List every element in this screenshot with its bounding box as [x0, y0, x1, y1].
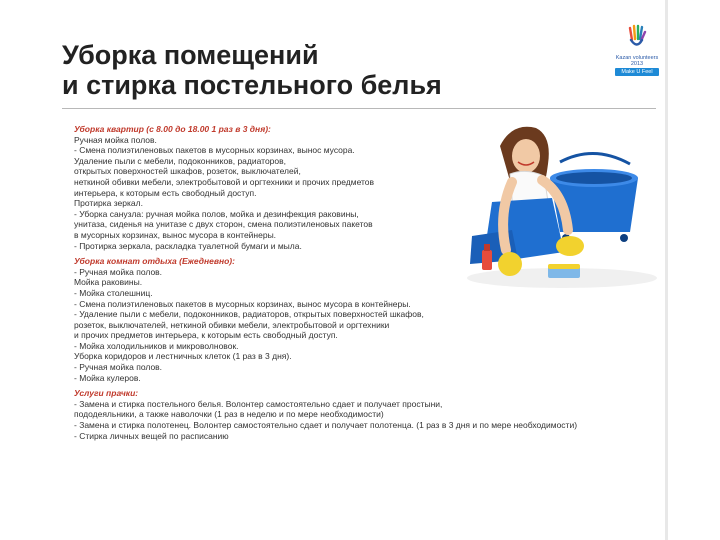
hand-logo-icon — [626, 24, 648, 50]
list-item: унитаза, сиденья на унитазе с двух сторон, смена полиэтиленовых пакетов — [74, 219, 373, 230]
list-item: - Замена и стирка постельного белья. Волонтер самостоятельно сдает и получает простыни, — [74, 398, 443, 409]
list-item: неткиной обивки мебели, электробытовой и оргтехники и прочих предметов — [74, 176, 375, 187]
logo-year: 2013 — [630, 61, 644, 67]
rest-rooms-list — [74, 267, 664, 384]
laundry-list — [74, 399, 664, 441]
logo-tagline: Make U Feel — [615, 68, 659, 76]
list-item: Уборка коридоров и лестничных клеток (1 раз в 3 дня). — [74, 351, 292, 362]
list-item: - Замена и стирка полотенец. Волонтер самостоятельно сдает и получает полотенца. (1 раз в 3 дня и по мере необходимости) — [74, 420, 578, 431]
kazan-volunteers-logo — [610, 24, 664, 80]
list-item: открытых поверхностей шкафов, розеток, выключателей, — [74, 166, 301, 177]
list-item: Удаление пыли с мебели, подоконников, радиаторов, — [74, 155, 287, 166]
list-item: - Мойка кулеров. — [74, 372, 141, 383]
list-item: - Стирка личных вещей по расписанию — [74, 430, 229, 441]
list-item: - Уборка санузла: ручная мойка полов, мойка и дезинфекция раковины, — [74, 208, 359, 219]
list-item: и прочих предметов интерьера, к которым есть свободный доступ. — [74, 330, 338, 341]
list-item: Ручная мойка полов. — [74, 134, 157, 145]
title-line-1: Уборка помещений — [62, 40, 319, 70]
rest-rooms-heading: Уборка комнат отдыха (Ежедневно): — [74, 256, 235, 267]
apartments-heading: Уборка квартир (с 8.00 до 18.00 1 раз в 3 дня): — [74, 124, 271, 134]
list-item: - Смена полиэтиленовых пакетов в мусорных корзинах, вынос мусора в контейнеры. — [74, 298, 411, 309]
services-content — [74, 124, 664, 441]
logo-text: Kazan volunteers — [615, 55, 659, 61]
list-item: - Удаление пыли с мебели, подоконников, радиаторов, открытых поверхностей шкафов, — [74, 309, 424, 320]
apartments-list — [74, 135, 664, 252]
list-item: Протирка зеркал. — [74, 198, 143, 209]
list-item: - Ручная мойка полов. — [74, 266, 163, 277]
list-item: - Смена полиэтиленовых пакетов в мусорных корзинах, вынос мусора. — [74, 145, 355, 156]
right-edge-bar — [665, 0, 668, 540]
list-item: Мойка раковины. — [74, 277, 143, 288]
list-item: в мусорных корзинах, вынос мусора в контейнеры. — [74, 229, 277, 240]
list-item: - Протирка зеркала, раскладка туалетной бумаги и мыла. — [74, 240, 302, 251]
laundry-heading: Услуги прачки: — [74, 388, 139, 399]
list-item: розеток, выключателей, неткиной обивки мебели, электробытовой и оргтехники — [74, 319, 390, 330]
title-divider — [62, 108, 656, 109]
list-item: пододеяльники, а также наволочки (1 раз в неделю и по мере необходимости) — [74, 409, 384, 420]
list-item: - Мойка холодильников и микроволновок. — [74, 340, 239, 351]
title-line-2: и стирка постельного белья — [62, 70, 442, 100]
list-item: - Ручная мойка полов. — [74, 362, 163, 373]
page-title — [62, 40, 582, 100]
list-item: - Мойка столешниц. — [74, 287, 153, 298]
list-item: интерьера, к которым есть свободный доступ. — [74, 187, 257, 198]
